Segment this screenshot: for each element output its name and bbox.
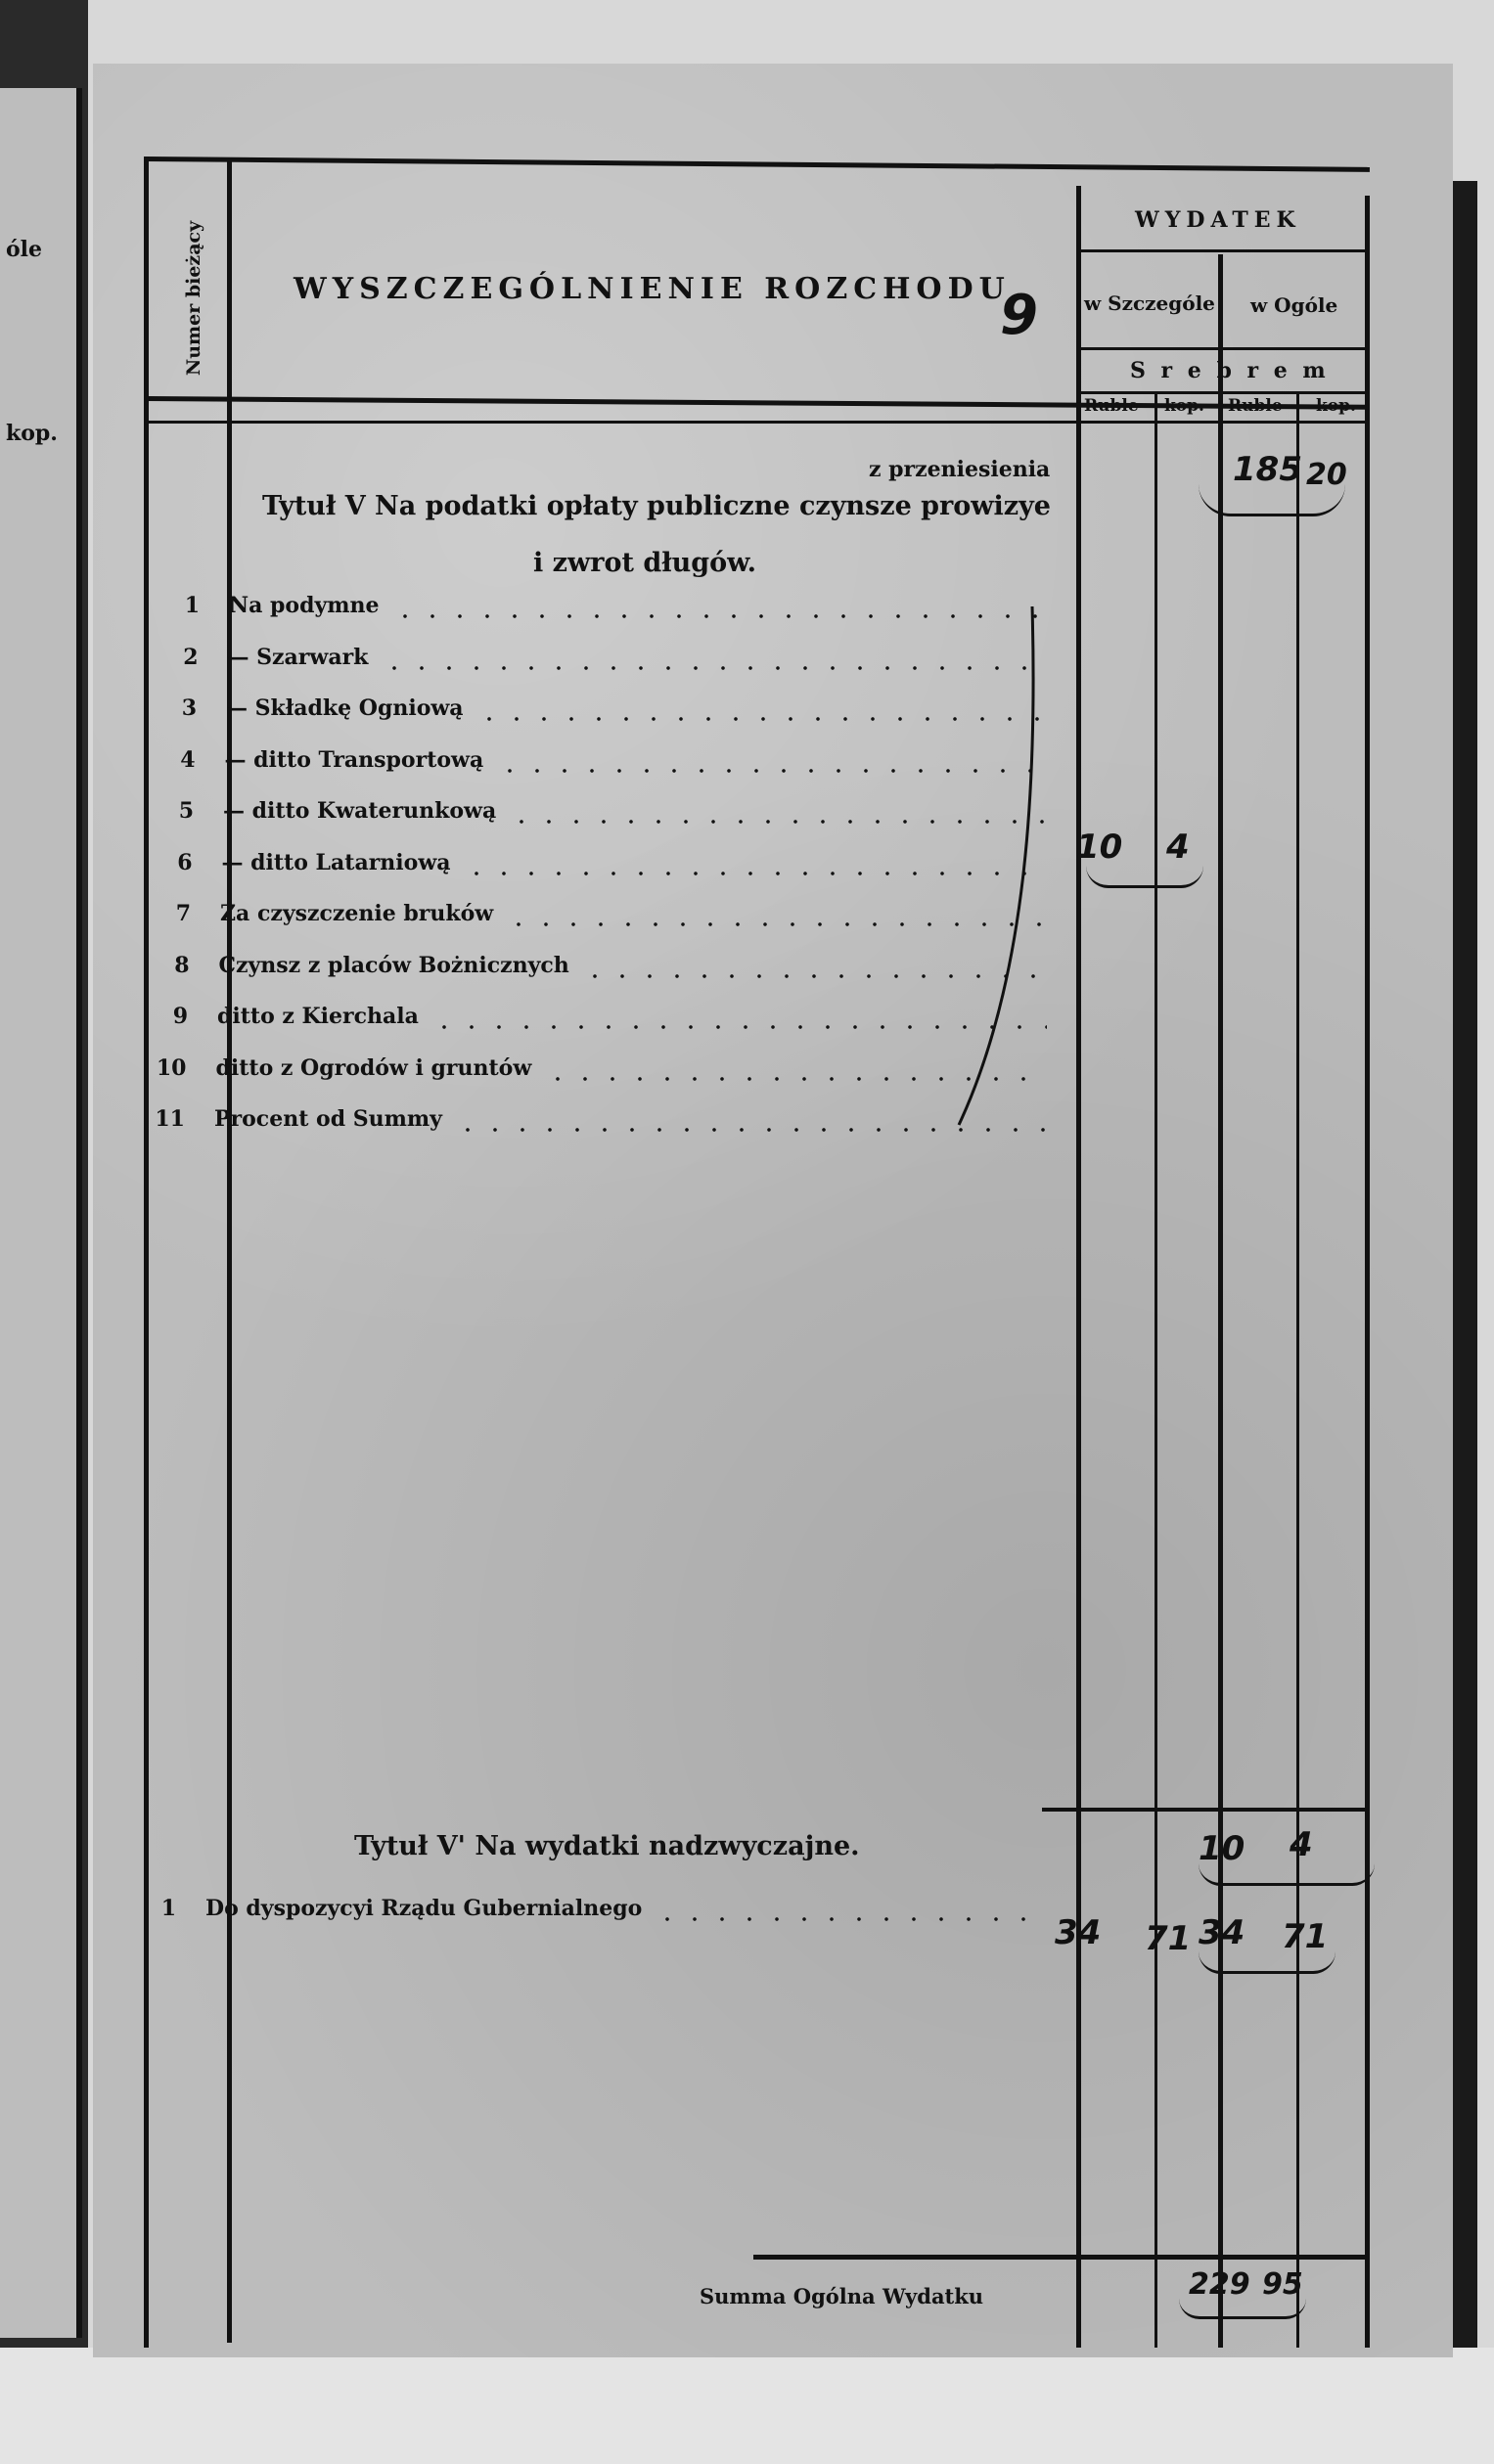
kop-column-divider — [1296, 391, 1299, 2348]
number-column-header — [164, 196, 223, 401]
kop-header: kop. — [1316, 396, 1356, 416]
row-label: ditto z Ogrodów i gruntów — [215, 1054, 532, 1081]
ruble-header: Ruble — [1228, 396, 1283, 416]
header-divider — [1076, 391, 1370, 394]
page-number: 9 — [1000, 284, 1038, 347]
handwritten-bracket — [939, 587, 1047, 1144]
ogole-header: w Ogóle — [1250, 293, 1338, 317]
amount-column-divider — [1076, 186, 1081, 2348]
carry-over-label: z przeniesienia — [869, 457, 1051, 482]
handwritten-underline — [1199, 484, 1345, 516]
table-row — [139, 953, 1019, 988]
subtotal-line — [1042, 1808, 1365, 1812]
carry-over-kop: 20 — [1306, 458, 1347, 492]
handwritten-underline — [1199, 1863, 1375, 1886]
row-label: — Szarwark — [227, 644, 369, 670]
adjacent-page-fragment: óle — [6, 237, 43, 262]
handwritten-underline — [1179, 2299, 1306, 2319]
border-left — [144, 157, 149, 2348]
wydatek-header: WYDATEK — [1135, 207, 1301, 233]
carry-over-ruble: 185 — [1233, 450, 1302, 489]
row-number: 3 — [181, 695, 197, 721]
row-number: 8 — [174, 952, 190, 978]
row-label: Na podymne — [229, 593, 380, 618]
row-label: — ditto Latarniową — [221, 849, 451, 875]
table-row — [149, 593, 1029, 628]
table-row — [145, 747, 1025, 783]
background-strip — [0, 2348, 1494, 2464]
row-number: 9 — [172, 1004, 188, 1029]
row-label: Czynsz z placów Bożnicznych — [218, 952, 569, 978]
szczegole-header: w Szczególe — [1084, 291, 1215, 315]
footer-line — [753, 2255, 1370, 2260]
table-row — [146, 695, 1026, 731]
section-vi-total-ruble: 34 — [1199, 1913, 1245, 1952]
subtotal-kop: 4 — [1290, 1825, 1313, 1864]
subtotal-ruble: 10 — [1199, 1829, 1245, 1868]
header-divider — [1076, 347, 1370, 350]
page-title: WYSZCZEGÓLNIENIE ROZCHODU — [294, 272, 1011, 306]
row-number: 10 — [156, 1054, 187, 1081]
table-row — [125, 1896, 1006, 1931]
number-column-divider — [227, 161, 232, 2343]
section-title: Tytuł V' Na wydatki nadzwyczajne. — [354, 1831, 860, 1861]
table-row — [136, 1055, 1017, 1091]
row-label: — ditto Transportową — [224, 746, 484, 773]
section-title: Tytuł V Na podatki opłaty publiczne czynsze prowizye — [262, 491, 1051, 521]
section-vi-total-kop: 71 — [1282, 1917, 1329, 1956]
section-v-detail-ruble: 10 — [1076, 828, 1123, 867]
border-right — [1365, 196, 1370, 2348]
table-row — [134, 1106, 1015, 1142]
adjacent-page — [0, 88, 82, 2338]
grand-total-kop: 95 — [1262, 2267, 1303, 2302]
row-number: 1 — [184, 593, 200, 618]
leader-dots — [654, 1917, 1047, 1921]
kop-column-divider — [1154, 391, 1157, 2348]
row-label: — ditto Kwaterunkową — [223, 798, 497, 824]
number-column-label: Numer bieżący — [183, 220, 204, 377]
header-bottom-border — [147, 421, 1370, 424]
table-row — [148, 645, 1028, 680]
row-number: 4 — [180, 746, 196, 773]
row-number: 2 — [183, 644, 199, 670]
handwritten-underline — [1199, 1951, 1336, 1974]
section-vi-detail-ruble: 34 — [1055, 1913, 1102, 1952]
row-number: 11 — [155, 1106, 185, 1132]
ruble-header: Ruble — [1084, 396, 1139, 416]
ogole-column-divider — [1218, 254, 1223, 2348]
section-subtitle: i zwrot długów. — [533, 548, 757, 578]
adjacent-page-fragment: kop. — [6, 421, 58, 446]
row-label: Za czyszczenie bruków — [220, 901, 494, 926]
kop-header: kop. — [1164, 396, 1204, 416]
handwritten-underline — [1086, 866, 1203, 888]
row-number: 7 — [175, 901, 191, 926]
row-number: 1 — [160, 1896, 176, 1921]
grand-total-label: Summa Ogólna Wydatku — [700, 2284, 984, 2308]
table-row — [140, 901, 1020, 936]
row-label: — Składkę Ogniową — [226, 695, 464, 721]
row-label: Procent od Summy — [214, 1106, 442, 1132]
table-row — [143, 798, 1023, 833]
header-divider — [1076, 249, 1370, 252]
section-v-detail-kop: 4 — [1166, 828, 1190, 867]
srebrem-header: S r e b r e m — [1130, 358, 1330, 383]
section-vi-detail-kop: 71 — [1145, 1919, 1192, 1958]
row-number: 6 — [177, 849, 193, 875]
table-row — [137, 1004, 1018, 1039]
row-number: 5 — [178, 798, 194, 824]
grand-total-ruble: 229 — [1189, 2267, 1250, 2302]
row-label: Do dyspozycyi Rządu Gubernialnego — [205, 1896, 643, 1921]
row-label: ditto z Kierchala — [217, 1004, 419, 1029]
table-row — [142, 850, 1022, 885]
